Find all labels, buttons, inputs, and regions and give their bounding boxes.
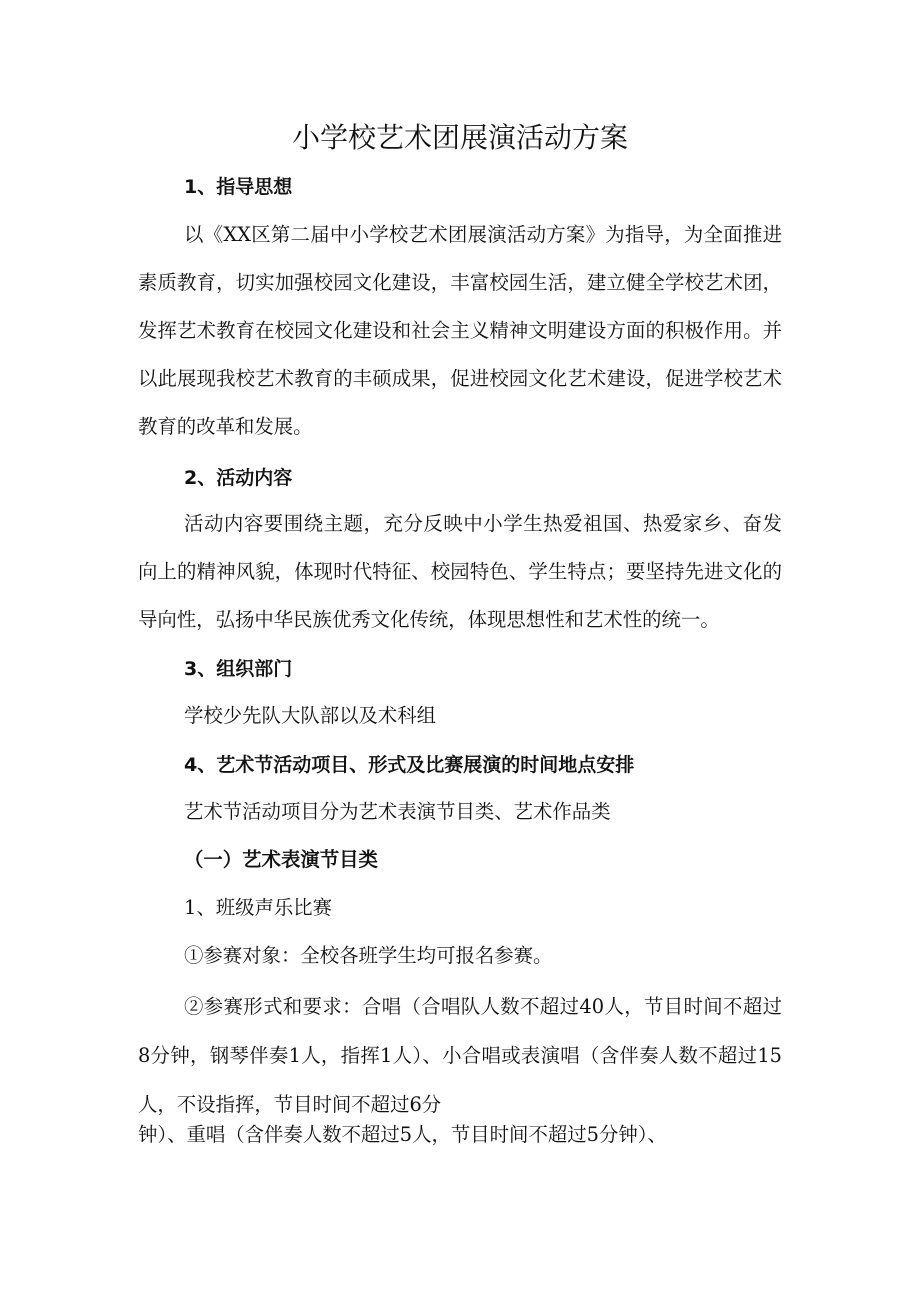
section-paragraph-activity-content: 活动内容要围绕主题，充分反映中小学生热爱祖国、热爱家乡、奋发向上的精神风貌，体现时代特征、校园特色、学生特点；要坚持先进文化的导向性，弘扬中华民族优秀文化传统，体现思想性和艺术性的统一。 xyxy=(138,512,782,631)
item-requirements-continuation: 钟）、重唱（含伴奏人数不超过5人，节目时间不超过5分钟）、 xyxy=(138,1123,667,1146)
category-heading-performance: （一）艺术表演节目类 xyxy=(184,848,378,871)
item-requirements-paragraph: ②参赛形式和要求：合唱（合唱队人数不超过40人，节目时间不超过8分钟，钢琴伴奏1人，指挥1人）、小合唱或表演唱（含伴奏人数不超过15人，不设指挥，节目时间不超过6分 xyxy=(138,995,782,1116)
section-paragraph-guiding-ideology: 以《XX区第二届中小学校艺术团展演活动方案》为指导，为全面推进素质教育，切实加强校园文化建设，丰富校园生活，建立健全学校艺术团，发挥艺术教育在校园文化建设和社会主义精神文明建设方面的积极作用。并以此展现我校艺术教育的丰硕成果，促进校园文化艺术建设，促进学校艺术教育的改革和发展。 xyxy=(138,223,782,438)
section-paragraph-activity-items: 艺术节活动项目分为艺术表演节目类、艺术作品类 xyxy=(184,800,611,823)
section-heading-activity-content: 2、活动内容 xyxy=(184,467,293,489)
item-participants: ①参赛对象：全校各班学生均可报名参赛。 xyxy=(184,944,553,967)
section-heading-guiding-ideology: 1、指导思想 xyxy=(184,176,293,198)
section-paragraph-organizer: 学校少先队大队部以及术科组 xyxy=(184,704,437,727)
item-title-class-vocal-contest: 1、班级声乐比赛 xyxy=(184,896,333,919)
section-heading-organizer: 3、组织部门 xyxy=(184,658,293,680)
section-heading-activity-items: 4、艺术节活动项目、形式及比赛展演的时间地点安排 xyxy=(184,754,635,776)
document-title: 小学校艺术团展演活动方案 xyxy=(291,121,628,154)
